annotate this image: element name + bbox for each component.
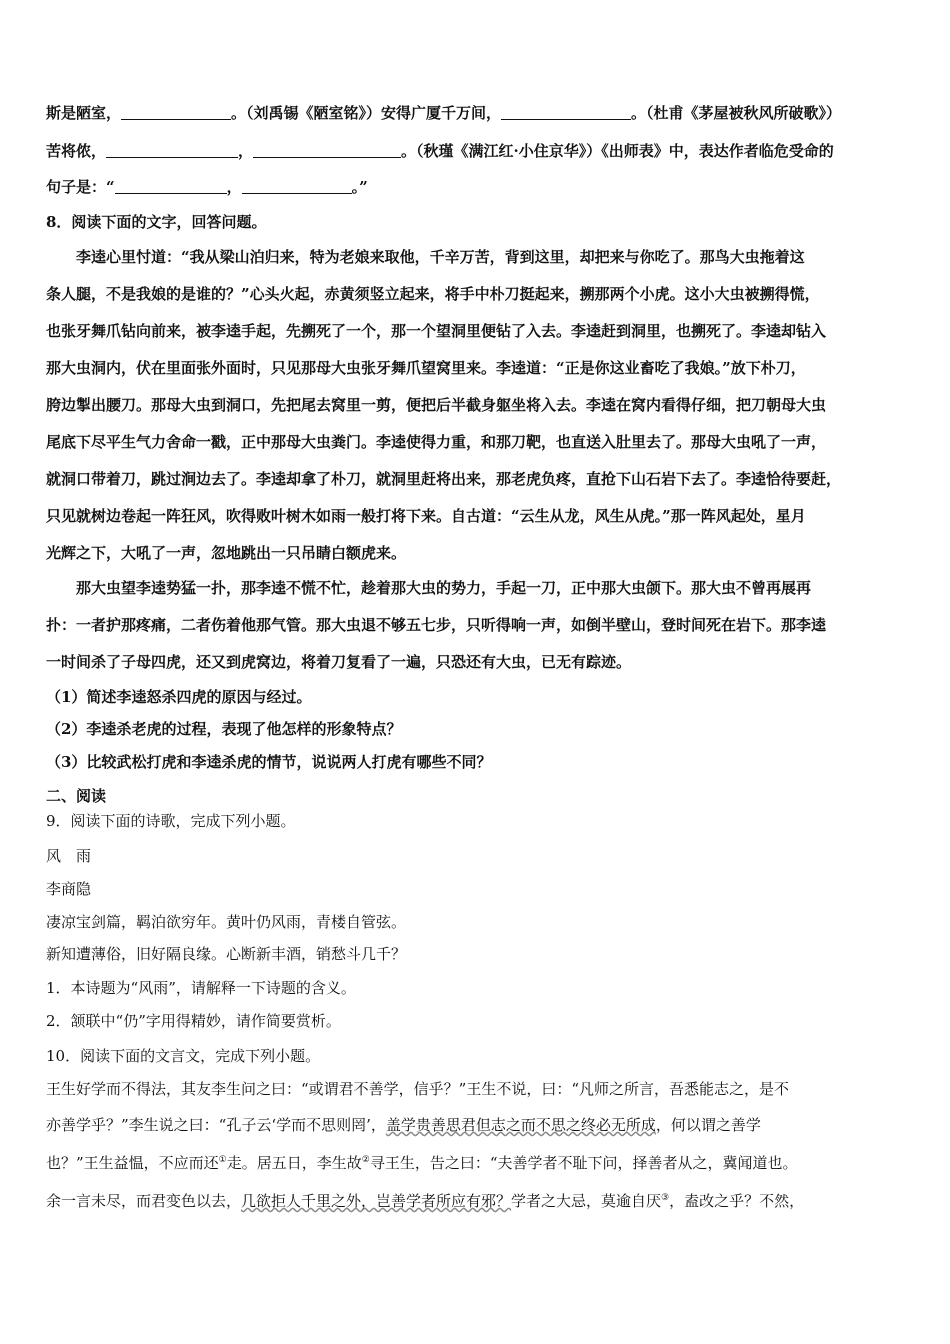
q8-paragraph-line: 一时间杀了子母四虎，还又到虎窝边，将着刀复看了一遍，只恐还有大虫，已无有踪迹。 [46, 653, 632, 671]
q9-title: 9．阅读下面的诗歌，完成下列小题。 [46, 812, 296, 830]
answer-blank[interactable] [115, 179, 227, 194]
footnote-marker: ① [218, 1155, 227, 1165]
wavy-underlined-sentence: 几欲拒人千里之外，岂善学者所应有邪？ [241, 1192, 512, 1210]
q8-paragraph-line: 光辉之下，大吼了一声，忽地跳出一只吊睛白额虎来。 [46, 544, 407, 562]
q8-paragraph-line: 条人腿，不是我娘的是谁的？”心头火起，赤黄须竖立起来，将手中朴刀挺起来，搠那两个小虎。这小大虫被搠得慌， [46, 285, 820, 303]
footnote-marker: ③ [661, 1193, 670, 1203]
wavy-underlined-sentence: 盖学贵善思君但志之而不思之终必无所成 [385, 1116, 656, 1134]
answer-blank[interactable] [253, 143, 401, 158]
q10-title: 10．阅读下面的文言文，完成下列小题。 [46, 1047, 321, 1065]
q8-subquestion-3: （3）比较武松打虎和李逵杀虎的情节，说说两人打虎有哪些不同？ [46, 753, 492, 771]
q8-subquestion-2: （2）李逵杀老虎的过程，表现了他怎样的形象特点？ [46, 720, 402, 738]
q8-subquestion-1: （1）简述李逵怒杀四虎的原因与经过。 [46, 688, 312, 706]
q7-line-3: 句子是：“ ， 。” [46, 178, 368, 196]
section-heading-reading: 二、阅读 [46, 787, 107, 805]
answer-blank[interactable] [106, 143, 238, 158]
q10-text-line: 王生好学而不得法，其友李生问之曰：“或谓君不善学，信乎？”王生不说，曰：“凡师之所言，吾悉能志之，是不 [46, 1080, 790, 1098]
q8-paragraph-line: 胯边掣出腰刀。那母大虫到洞口，先把尾去窝里一剪，便把后半截身躯坐将入去。李逵在窝内看得仔细，把刀朝母大虫 [46, 396, 827, 414]
q8-title: 8．阅读下面的文字，回答问题。 [46, 213, 267, 231]
q10-text-line: 余一言未尽，而君变色以去，几欲拒人千里之外，岂善学者所应有邪？学者之大忌，莫逾自厌③，盍改之乎？不然， [46, 1192, 805, 1210]
answer-blank[interactable] [501, 105, 631, 120]
q8-paragraph-line: 也张牙舞爪钻向前来，被李逵手起，先搠死了一个，那一个望洞里便钻了入去。李逵赶到洞里，也搠死了。李逵却钻入 [46, 322, 827, 340]
q10-text-line: 也？”王生益愠，不应而还①走。居五日，李生故②寻王生，告之曰：“夫善学者不耻下问，择善者从之，冀闻道也。 [46, 1154, 798, 1172]
answer-blank[interactable] [242, 179, 352, 194]
q9-subquestion-1: 1．本诗题为“风雨”，请解释一下诗题的含义。 [46, 979, 356, 997]
q7-line-1: 斯是陋室， 。（刘禹锡《陋室铭》）安得广厦千万间， 。（杜甫《茅屋被秋风所破歌》） [46, 104, 842, 122]
q8-paragraph-line: 那大虫洞内，伏在里面张外面时，只见那母大虫张牙舞爪望窝里来。李逵道：“正是你这业畜吃了我娘。”放下朴刀， [46, 359, 806, 377]
footnote-marker: ② [361, 1155, 370, 1165]
poem-line: 凄凉宝剑篇，羁泊欲穷年。黄叶仍风雨，青楼自管弦。 [46, 913, 407, 931]
q8-paragraph-line: 就洞口带着刀，跳过涧边去了。李逵却拿了朴刀，就洞里赶将出来，那老虎负疼，直抢下山石岩下去了。李逵恰待要赶， [46, 470, 842, 488]
q8-paragraph-line: 李逵心里忖道：“我从梁山泊归来，特为老娘来取他，千辛万苦，背到这里，却把来与你吃了。那鸟大虫拖着这 [76, 248, 805, 266]
poem-author: 李商隐 [46, 880, 92, 898]
q7-line-2: 苦将侬， ， 。（秋瑾《满江红·小住京华》）《出师表》中，表达作者临危受命的 [46, 142, 834, 160]
answer-blank[interactable] [121, 105, 231, 120]
poem-line: 新知遭薄俗，旧好隔良缘。心断新丰酒，销愁斗几千？ [46, 945, 407, 963]
poem-title: 风 雨 [46, 847, 92, 865]
q8-paragraph-line: 扑：一者护那疼痛，二者伤着他那气管。那大虫退不够五七步，只听得响一声，如倒半壁山，登时间死在岩下。那李逵 [46, 616, 827, 634]
q10-text-line: 亦善学乎？”李生说之曰：“孔子云‘学而不思则罔’，盖学贵善思君但志之而不思之终必无所成，何以谓之善学 [46, 1116, 761, 1134]
q9-subquestion-2: 2．颔联中“仍”字用得精妙，请作简要赏析。 [46, 1012, 341, 1030]
q8-paragraph-line: 那大虫望李逵势猛一扑，那李逵不慌不忙，趁着那大虫的势力，手起一刀，正中那大虫颌下。那大虫不曾再展再 [76, 579, 812, 597]
q8-paragraph-line: 尾底下尽平生气力舍命一戳，正中那母大虫粪门。李逵使得力重，和那刀靶，也直送入肚里去了。那母大虫吼了一声， [46, 433, 827, 451]
q8-paragraph-line: 只见就树边卷起一阵狂风，吹得败叶树木如雨一般打将下来。自古道：“云生从龙，风生从虎。”那一阵风起处，星月 [46, 507, 806, 525]
